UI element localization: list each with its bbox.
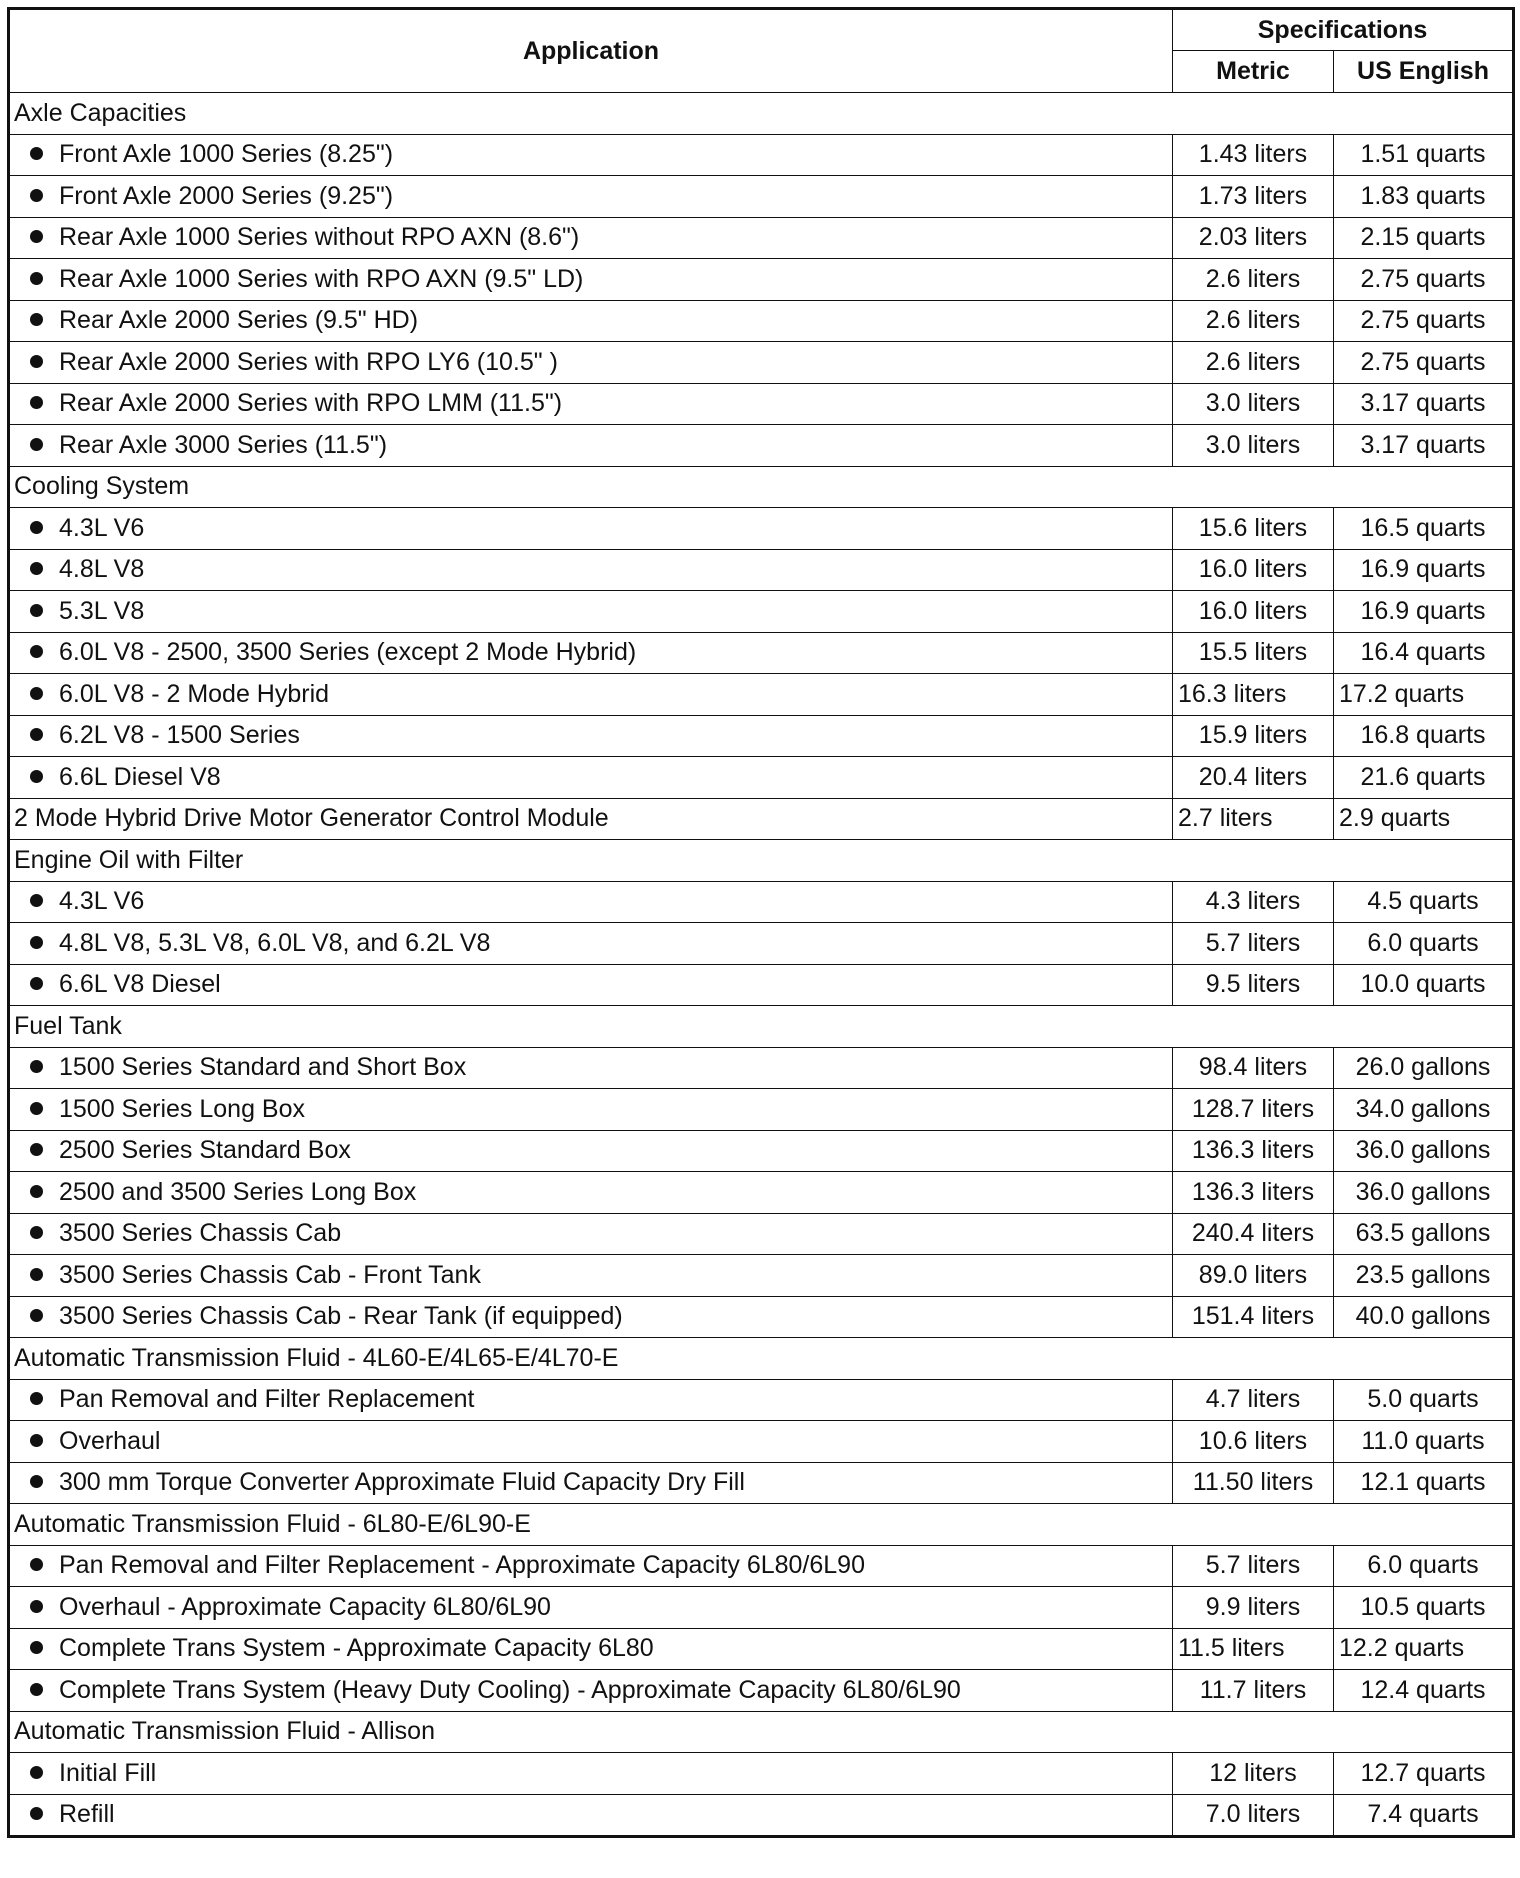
item-label: 300 mm Torque Converter Approximate Fluid Capacity Dry Fill xyxy=(59,1468,745,1497)
us-value: 6.0 quarts xyxy=(1334,1545,1514,1587)
section-title: Axle Capacities xyxy=(9,93,1514,135)
item-label-cell xyxy=(9,1379,1173,1421)
item-label-cell xyxy=(9,923,1173,965)
us-value: 26.0 gallons xyxy=(1334,1047,1514,1089)
bullet-icon xyxy=(30,604,43,617)
section-title: Automatic Transmission Fluid - 6L80-E/6L90-E xyxy=(9,1504,1514,1546)
us-value: 3.17 quarts xyxy=(1334,425,1514,467)
item-label-cell xyxy=(9,217,1173,259)
metric-value: 15.5 liters xyxy=(1173,632,1334,674)
metric-value: 9.5 liters xyxy=(1173,964,1334,1006)
bullet-icon xyxy=(30,770,43,783)
us-value: 2.75 quarts xyxy=(1334,259,1514,301)
bullet-icon xyxy=(30,1309,43,1322)
table-row xyxy=(9,1130,1514,1172)
item-label-cell xyxy=(9,591,1173,633)
section-title: Automatic Transmission Fluid - Allison xyxy=(9,1711,1514,1753)
us-value: 2.75 quarts xyxy=(1334,342,1514,384)
item-label: Complete Trans System - Approximate Capacity 6L80 xyxy=(59,1634,654,1663)
metric-value: 4.7 liters xyxy=(1173,1379,1334,1421)
metric-value: 151.4 liters xyxy=(1173,1296,1334,1338)
fluid-capacities-table xyxy=(7,7,1515,1838)
item-label: 2500 and 3500 Series Long Box xyxy=(59,1177,417,1206)
item-label: 6.0L V8 - 2 Mode Hybrid xyxy=(59,679,330,708)
bullet-icon xyxy=(30,1434,43,1447)
metric-value: 4.3 liters xyxy=(1173,881,1334,923)
us-value: 63.5 gallons xyxy=(1334,1213,1514,1255)
item-label: Rear Axle 2000 Series (9.5" HD) xyxy=(59,306,419,335)
table-row xyxy=(9,508,1514,550)
bullet-icon xyxy=(30,645,43,658)
us-value: 2.75 quarts xyxy=(1334,300,1514,342)
us-value: 40.0 gallons xyxy=(1334,1296,1514,1338)
metric-value: 3.0 liters xyxy=(1173,425,1334,467)
us-value: 34.0 gallons xyxy=(1334,1089,1514,1131)
us-value: 12.4 quarts xyxy=(1334,1670,1514,1712)
us-value: 11.0 quarts xyxy=(1334,1421,1514,1463)
table-row xyxy=(9,1213,1514,1255)
metric-value: 16.3 liters xyxy=(1173,674,1334,716)
item-label-cell xyxy=(9,1421,1173,1463)
table-row xyxy=(9,757,1514,799)
item-label-cell xyxy=(9,1296,1173,1338)
us-value: 2.15 quarts xyxy=(1334,217,1514,259)
item-label: Pan Removal and Filter Replacement xyxy=(59,1385,475,1414)
table-row xyxy=(9,674,1514,716)
table-row xyxy=(9,1421,1514,1463)
us-value: 3.17 quarts xyxy=(1334,383,1514,425)
us-value: 12.2 quarts xyxy=(1334,1628,1514,1670)
item-label: 6.0L V8 - 2500, 3500 Series (except 2 Mode Hybrid) xyxy=(59,638,637,667)
bullet-icon xyxy=(30,1060,43,1073)
item-label-cell xyxy=(9,1670,1173,1712)
table-row xyxy=(9,1047,1514,1089)
item-label-cell xyxy=(9,259,1173,301)
item-label: 6.2L V8 - 1500 Series xyxy=(59,721,300,750)
item-label-cell xyxy=(9,632,1173,674)
section-header-row xyxy=(9,840,1514,882)
section-title: Automatic Transmission Fluid - 4L60-E/4L65-E/4L70-E xyxy=(9,1338,1514,1380)
section-header-row xyxy=(9,1504,1514,1546)
metric-value: 9.9 liters xyxy=(1173,1587,1334,1629)
item-label-cell xyxy=(9,715,1173,757)
metric-value: 5.7 liters xyxy=(1173,1545,1334,1587)
item-label-cell xyxy=(9,1753,1173,1795)
metric-value: 2.7 liters xyxy=(1173,798,1334,840)
bullet-icon xyxy=(30,1641,43,1654)
table-row xyxy=(9,923,1514,965)
bullet-icon xyxy=(30,272,43,285)
bullet-icon xyxy=(30,1807,43,1820)
item-label-cell xyxy=(9,1587,1173,1629)
item-label-cell xyxy=(9,508,1173,550)
table-row xyxy=(9,1794,1514,1837)
us-value: 36.0 gallons xyxy=(1334,1172,1514,1214)
us-value: 7.4 quarts xyxy=(1334,1794,1514,1837)
metric-value: 98.4 liters xyxy=(1173,1047,1334,1089)
bullet-icon xyxy=(30,977,43,990)
metric-value: 89.0 liters xyxy=(1173,1255,1334,1297)
item-label: Rear Axle 2000 Series with RPO LY6 (10.5" ) xyxy=(59,347,558,376)
item-label: Front Axle 1000 Series (8.25") xyxy=(59,140,394,169)
bullet-icon xyxy=(30,1102,43,1115)
us-value: 10.5 quarts xyxy=(1334,1587,1514,1629)
us-value: 21.6 quarts xyxy=(1334,757,1514,799)
item-label-cell xyxy=(9,1172,1173,1214)
section-title: Cooling System xyxy=(9,466,1514,508)
item-label-cell xyxy=(9,342,1173,384)
metric-value: 12 liters xyxy=(1173,1753,1334,1795)
bullet-icon xyxy=(30,1600,43,1613)
table-row xyxy=(9,176,1514,218)
item-label-cell xyxy=(9,1130,1173,1172)
item-label: 5.3L V8 xyxy=(59,596,145,625)
metric-value: 1.73 liters xyxy=(1173,176,1334,218)
table-row xyxy=(9,632,1514,674)
item-label-cell xyxy=(9,549,1173,591)
bullet-icon xyxy=(30,1268,43,1281)
metric-value: 136.3 liters xyxy=(1173,1172,1334,1214)
item-label: 4.8L V8 xyxy=(59,555,145,584)
item-label-cell xyxy=(9,176,1173,218)
table-row xyxy=(9,1089,1514,1131)
bullet-icon xyxy=(30,313,43,326)
us-value: 4.5 quarts xyxy=(1334,881,1514,923)
us-value: 16.9 quarts xyxy=(1334,549,1514,591)
metric-value: 15.9 liters xyxy=(1173,715,1334,757)
table-row xyxy=(9,1670,1514,1712)
bullet-icon xyxy=(30,189,43,202)
table-row xyxy=(9,1753,1514,1795)
item-label-cell xyxy=(9,674,1173,716)
section-title: Fuel Tank xyxy=(9,1006,1514,1048)
item-label: 4.8L V8, 5.3L V8, 6.0L V8, and 6.2L V8 xyxy=(59,928,491,957)
section-title: 2 Mode Hybrid Drive Motor Generator Control Module xyxy=(9,798,1173,840)
us-value: 12.1 quarts xyxy=(1334,1462,1514,1504)
item-label-cell xyxy=(9,1047,1173,1089)
standalone-row xyxy=(9,798,1514,840)
item-label-cell xyxy=(9,300,1173,342)
bullet-icon xyxy=(30,438,43,451)
item-label: Rear Axle 3000 Series (11.5") xyxy=(59,430,388,459)
us-value: 36.0 gallons xyxy=(1334,1130,1514,1172)
bullet-icon xyxy=(30,1475,43,1488)
us-value: 16.9 quarts xyxy=(1334,591,1514,633)
table-row xyxy=(9,964,1514,1006)
table-row xyxy=(9,1545,1514,1587)
table-row xyxy=(9,425,1514,467)
item-label: Initial Fill xyxy=(59,1758,157,1787)
item-label-cell xyxy=(9,1545,1173,1587)
table-row xyxy=(9,300,1514,342)
specifications-header: Specifications xyxy=(1173,9,1514,51)
metric-value: 1.43 liters xyxy=(1173,134,1334,176)
metric-value: 10.6 liters xyxy=(1173,1421,1334,1463)
us-value: 12.7 quarts xyxy=(1334,1753,1514,1795)
us-value: 16.4 quarts xyxy=(1334,632,1514,674)
item-label: Rear Axle 1000 Series without RPO AXN (8.6") xyxy=(59,223,580,252)
section-header-row xyxy=(9,1338,1514,1380)
item-label: Rear Axle 1000 Series with RPO AXN (9.5" LD) xyxy=(59,264,584,293)
item-label-cell xyxy=(9,383,1173,425)
metric-value: 2.6 liters xyxy=(1173,259,1334,301)
us-value: 2.9 quarts xyxy=(1334,798,1514,840)
item-label-cell xyxy=(9,1089,1173,1131)
item-label: 6.6L V8 Diesel xyxy=(59,970,221,999)
table-row xyxy=(9,1255,1514,1297)
bullet-icon xyxy=(30,521,43,534)
us-english-header: US English xyxy=(1334,51,1514,93)
item-label: 3500 Series Chassis Cab - Rear Tank (if equipped) xyxy=(59,1302,623,1331)
item-label-cell xyxy=(9,1628,1173,1670)
bullet-icon xyxy=(30,396,43,409)
bullet-icon xyxy=(30,936,43,949)
us-value: 1.51 quarts xyxy=(1334,134,1514,176)
table-row xyxy=(9,134,1514,176)
bullet-icon xyxy=(30,1392,43,1405)
item-label: Overhaul - Approximate Capacity 6L80/6L90 xyxy=(59,1592,551,1621)
item-label: 3500 Series Chassis Cab xyxy=(59,1219,342,1248)
metric-value: 2.6 liters xyxy=(1173,300,1334,342)
item-label: 4.3L V6 xyxy=(59,513,145,542)
table-body xyxy=(9,93,1514,1837)
us-value: 23.5 gallons xyxy=(1334,1255,1514,1297)
bullet-icon xyxy=(30,1766,43,1779)
us-value: 17.2 quarts xyxy=(1334,674,1514,716)
section-header-row xyxy=(9,466,1514,508)
metric-value: 11.7 liters xyxy=(1173,1670,1334,1712)
metric-value: 15.6 liters xyxy=(1173,508,1334,550)
bullet-icon xyxy=(30,1226,43,1239)
table-row xyxy=(9,1462,1514,1504)
item-label: 1500 Series Long Box xyxy=(59,1094,306,1123)
bullet-icon xyxy=(30,894,43,907)
section-header-row xyxy=(9,93,1514,135)
table-row xyxy=(9,591,1514,633)
application-header: Application xyxy=(9,9,1173,93)
table-row xyxy=(9,1628,1514,1670)
item-label-cell xyxy=(9,425,1173,467)
item-label: 2500 Series Standard Box xyxy=(59,1136,351,1165)
item-label-cell xyxy=(9,881,1173,923)
table-row xyxy=(9,881,1514,923)
bullet-icon xyxy=(30,562,43,575)
metric-value: 20.4 liters xyxy=(1173,757,1334,799)
metric-value: 11.50 liters xyxy=(1173,1462,1334,1504)
metric-value: 16.0 liters xyxy=(1173,591,1334,633)
bullet-icon xyxy=(30,728,43,741)
metric-value: 16.0 liters xyxy=(1173,549,1334,591)
table-row xyxy=(9,549,1514,591)
us-value: 6.0 quarts xyxy=(1334,923,1514,965)
table-row xyxy=(9,259,1514,301)
item-label: 1500 Series Standard and Short Box xyxy=(59,1053,467,1082)
item-label-cell xyxy=(9,1255,1173,1297)
metric-value: 2.6 liters xyxy=(1173,342,1334,384)
table-row xyxy=(9,1587,1514,1629)
metric-value: 11.5 liters xyxy=(1173,1628,1334,1670)
metric-value: 136.3 liters xyxy=(1173,1130,1334,1172)
section-header-row xyxy=(9,1711,1514,1753)
bullet-icon xyxy=(30,1143,43,1156)
bullet-icon xyxy=(30,230,43,243)
table-row xyxy=(9,1379,1514,1421)
us-value: 10.0 quarts xyxy=(1334,964,1514,1006)
item-label-cell xyxy=(9,1462,1173,1504)
item-label: 4.3L V6 xyxy=(59,887,145,916)
item-label: Refill xyxy=(59,1800,115,1829)
section-header-row xyxy=(9,1006,1514,1048)
metric-value: 240.4 liters xyxy=(1173,1213,1334,1255)
bullet-icon xyxy=(30,687,43,700)
us-value: 16.5 quarts xyxy=(1334,508,1514,550)
metric-value: 7.0 liters xyxy=(1173,1794,1334,1837)
bullet-icon xyxy=(30,147,43,160)
item-label: Pan Removal and Filter Replacement - Approximate Capacity 6L80/6L90 xyxy=(59,1551,865,1580)
item-label: 6.6L Diesel V8 xyxy=(59,762,221,791)
capacities-document xyxy=(7,7,1515,1838)
bullet-icon xyxy=(30,1558,43,1571)
us-value: 1.83 quarts xyxy=(1334,176,1514,218)
us-value: 16.8 quarts xyxy=(1334,715,1514,757)
table-row xyxy=(9,715,1514,757)
metric-value: 5.7 liters xyxy=(1173,923,1334,965)
bullet-icon xyxy=(30,1683,43,1696)
item-label-cell xyxy=(9,757,1173,799)
item-label: 3500 Series Chassis Cab - Front Tank xyxy=(59,1260,481,1289)
item-label: Overhaul xyxy=(59,1426,161,1455)
item-label-cell xyxy=(9,1213,1173,1255)
metric-value: 2.03 liters xyxy=(1173,217,1334,259)
metric-header: Metric xyxy=(1173,51,1334,93)
bullet-icon xyxy=(30,355,43,368)
table-row xyxy=(9,383,1514,425)
item-label-cell xyxy=(9,134,1173,176)
item-label: Complete Trans System (Heavy Duty Cooling) - Approximate Capacity 6L80/6L90 xyxy=(59,1675,961,1704)
item-label-cell xyxy=(9,1794,1173,1837)
section-title: Engine Oil with Filter xyxy=(9,840,1514,882)
item-label: Rear Axle 2000 Series with RPO LMM (11.5") xyxy=(59,389,563,418)
table-row xyxy=(9,342,1514,384)
table-row xyxy=(9,1172,1514,1214)
table-row xyxy=(9,1296,1514,1338)
item-label-cell xyxy=(9,964,1173,1006)
item-label: Front Axle 2000 Series (9.25") xyxy=(59,181,394,210)
metric-value: 3.0 liters xyxy=(1173,383,1334,425)
us-value: 5.0 quarts xyxy=(1334,1379,1514,1421)
bullet-icon xyxy=(30,1185,43,1198)
table-row xyxy=(9,217,1514,259)
metric-value: 128.7 liters xyxy=(1173,1089,1334,1131)
